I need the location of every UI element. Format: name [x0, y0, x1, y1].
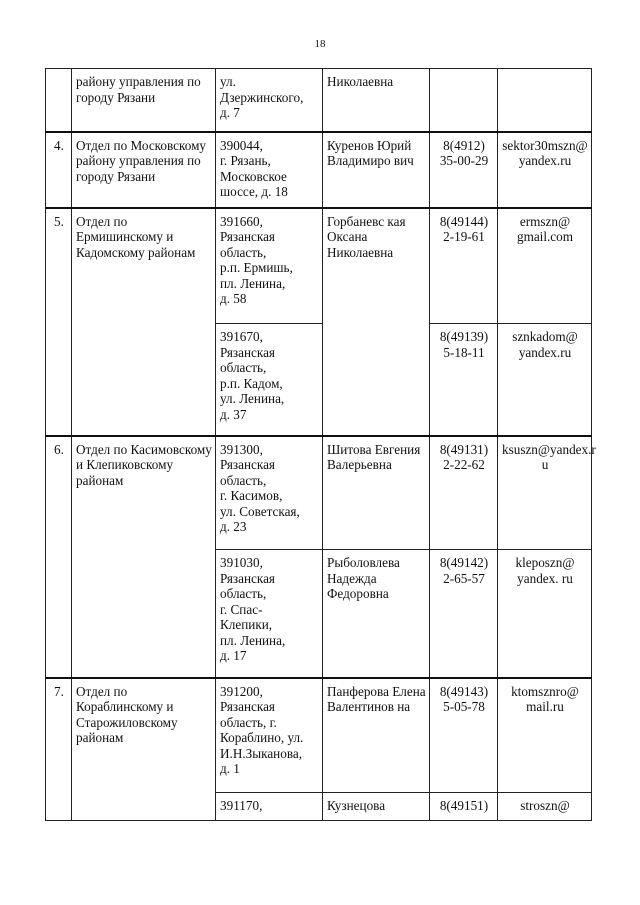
row-number: 6.	[46, 436, 72, 678]
phone-cell: 8(49139) 5-18-11	[430, 324, 498, 436]
address-line: И.Н.Зыканова,	[220, 745, 303, 761]
table-row	[46, 678, 592, 793]
address-line: Рязанская	[220, 344, 275, 360]
address-line: д. 58	[220, 291, 247, 306]
phone-cell: 8(4912) 35-00-29	[430, 132, 498, 208]
row-number	[46, 69, 72, 132]
person-cell: Кузнецова	[323, 793, 430, 821]
address-line: 391660,	[220, 213, 263, 229]
address-line: область,	[220, 244, 267, 260]
address-line: д. 7	[220, 105, 240, 120]
phone-cell: 8(49142) 2-65-57	[430, 550, 498, 678]
email-cell: sektor30mszn@ yandex.ru	[498, 132, 592, 208]
address-line: область,	[220, 472, 267, 488]
address-cell	[216, 678, 323, 793]
address-line: д. 23	[220, 519, 247, 534]
table-row	[46, 208, 592, 324]
address-line: Клепики,	[220, 617, 273, 632]
email-cell: stroszn@	[498, 793, 592, 821]
address-line: д. 37	[220, 406, 247, 422]
page-number: 18	[314, 38, 326, 50]
address-cell	[216, 324, 323, 436]
address-line: Рязанская	[220, 457, 275, 472]
address-line: д. 17	[220, 648, 247, 663]
table-row	[46, 69, 592, 132]
email-cell: ksuszn@yandex.r u	[498, 436, 592, 550]
address-cell	[216, 436, 323, 550]
address-line: 391030,	[220, 555, 263, 570]
department-cell: Отдел по Московскому району управления по городу Рязани	[72, 132, 216, 208]
department-cell: Отдел по Кораблинскому и Старожиловскому районам	[72, 678, 216, 821]
address-line: ул. Советская,	[220, 503, 300, 519]
phone-cell: 8(49143) 5-05-78	[430, 678, 498, 793]
address-line: Кораблино, ул.	[220, 730, 304, 745]
row-number: 5.	[46, 208, 72, 436]
address-line: область, г.	[220, 714, 277, 730]
address-line: ул.	[220, 74, 236, 89]
address-line: область,	[220, 586, 267, 601]
phone-cell: 8(49131) 2-22-62	[430, 436, 498, 550]
address-cell	[216, 208, 323, 324]
table-row	[46, 132, 592, 208]
address-line: ул. Ленина,	[220, 391, 285, 406]
address-line: 391300,	[220, 441, 263, 457]
person-cell: Горбаневс кая Оксана Николаевна	[323, 208, 430, 436]
address-line: Дзержинского,	[220, 89, 304, 105]
address-line: р.п. Ермишь,	[220, 260, 293, 275]
phone-cell	[430, 69, 498, 132]
email-cell: sznkadom@ yandex.ru	[498, 324, 592, 436]
person-cell: Панферова Елена Валентинов на	[323, 678, 430, 793]
address-line: 390044,	[220, 137, 263, 153]
department-cell: Отдел по Ермишинскому и Кадомскому районам	[72, 208, 216, 436]
department-cell: району управления по городу Рязани	[72, 69, 216, 132]
address-line: Рязанская	[220, 699, 275, 714]
address-line: р.п. Кадом,	[220, 375, 283, 391]
address-line: пл. Ленина,	[220, 632, 286, 648]
address-cell	[216, 793, 323, 821]
department-cell: Отдел по Касимовскому и Клепиковскому районам	[72, 436, 216, 678]
table-row	[46, 436, 592, 550]
address-line: г. Рязань,	[220, 153, 271, 168]
row-number: 7.	[46, 678, 72, 821]
address-line: г. Касимов,	[220, 488, 283, 503]
directory-table	[45, 68, 596, 821]
email-cell: kleposzn@ yandex. ru	[498, 550, 592, 678]
person-cell: Куренов Юрий Владимиро вич	[323, 132, 430, 208]
phone-cell: 8(49151)	[430, 793, 498, 821]
row-number: 4.	[46, 132, 72, 208]
person-cell: Шитова Евгения Валерьевна	[323, 436, 430, 550]
address-line: г. Спас-	[220, 601, 263, 617]
address-line: 391170,	[220, 798, 263, 813]
address-cell	[216, 132, 323, 208]
person-cell: Николаевна	[323, 69, 430, 132]
address-line: Рязанская	[220, 570, 275, 586]
address-line: Московское	[220, 168, 287, 184]
address-line: область,	[220, 360, 267, 375]
phone-cell: 8(49144) 2-19-61	[430, 208, 498, 324]
address-line: пл. Ленина,	[220, 275, 286, 291]
address-line: шоссе, д. 18	[220, 184, 288, 199]
address-cell	[216, 69, 323, 132]
email-cell: ermszn@ gmail.com	[498, 208, 592, 324]
address-cell	[216, 550, 323, 678]
email-cell	[498, 69, 592, 132]
person-cell: Рыболовлева Надежда Федоровна	[323, 550, 430, 678]
address-line: д. 1	[220, 761, 240, 776]
address-line: 391670,	[220, 329, 263, 344]
address-line: Рязанская	[220, 229, 275, 244]
address-line: 391200,	[220, 683, 263, 699]
email-cell: ktomsznro@ mail.ru	[498, 678, 592, 793]
